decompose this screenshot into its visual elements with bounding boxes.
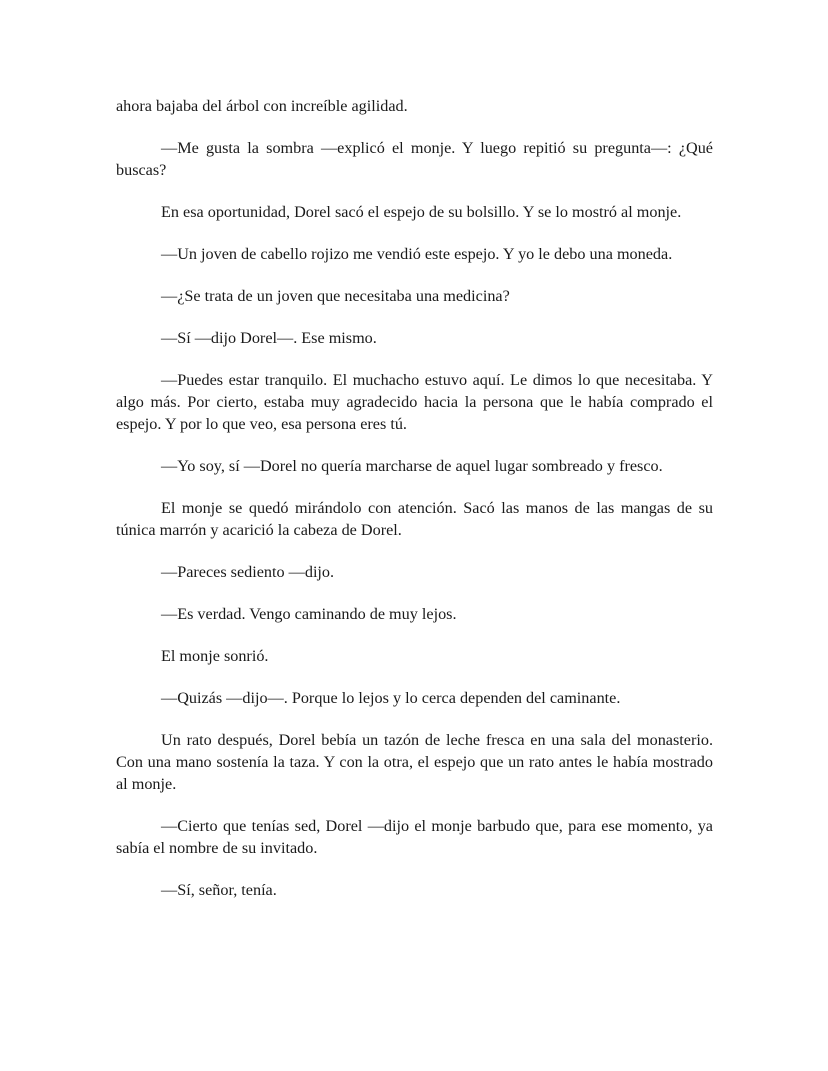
body-text bbox=[116, 95, 713, 921]
paragraph: —Sí, señor, tenía. bbox=[161, 881, 277, 899]
paragraph: —Sí —dijo Dorel—. Ese mismo. bbox=[161, 329, 377, 347]
paragraph: —¿Se trata de un joven que necesitaba una medicina? bbox=[161, 287, 510, 305]
paragraph: Un rato después, Dorel bebía un tazón de leche fresca en una sala del monasterio. Con una mano sostenía la taza. Y con la otra, el espejo que un rato antes le había mostrado al monje. bbox=[116, 731, 713, 793]
paragraph: —Pareces sediento —dijo. bbox=[161, 563, 335, 581]
paragraph: El monje se quedó mirándolo con atención. Sacó las manos de las mangas de su túnica marrón y acarició la cabeza de Dorel. bbox=[116, 499, 713, 539]
paragraph: —Cierto que tenías sed, Dorel —dijo el monje barbudo que, para ese momento, ya sabía el nombre de su invitado. bbox=[116, 817, 713, 857]
paragraph: En esa oportunidad, Dorel sacó el espejo de su bolsillo. Y se lo mostró al monje. bbox=[161, 203, 682, 221]
paragraph: —Un joven de cabello rojizo me vendió este espejo. Y yo le debo una moneda. bbox=[161, 245, 673, 263]
paragraph: El monje sonrió. bbox=[161, 647, 269, 665]
paragraph: ahora bajaba del árbol con increíble agilidad. bbox=[116, 97, 408, 115]
paragraph: —Puedes estar tranquilo. El muchacho estuvo aquí. Le dimos lo que necesitaba. Y algo más. Por cierto, estaba muy agradecido hacia la persona que le había comprado el espejo. Y por lo que veo, esa persona eres tú. bbox=[116, 371, 713, 433]
paragraph: —Yo soy, sí —Dorel no quería marcharse de aquel lugar sombreado y fresco. bbox=[161, 457, 663, 475]
paragraph: —Quizás —dijo—. Porque lo lejos y lo cerca dependen del caminante. bbox=[161, 689, 621, 707]
paragraph: —Es verdad. Vengo caminando de muy lejos. bbox=[161, 605, 457, 623]
paragraph: —Me gusta la sombra —explicó el monje. Y luego repitió su pregunta—: ¿Qué buscas? bbox=[116, 139, 713, 179]
